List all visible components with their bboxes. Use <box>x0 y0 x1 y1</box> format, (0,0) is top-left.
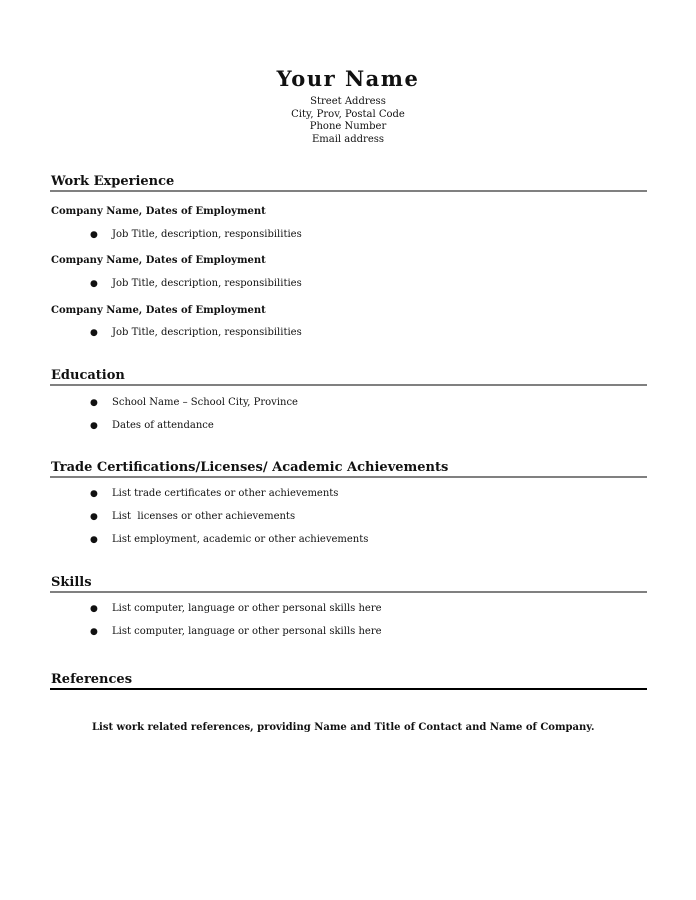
resume-name: Your Name <box>276 66 420 91</box>
work-bullet-text: Job Title, description, responsibilities <box>112 327 302 338</box>
education-item-1 <box>90 397 298 408</box>
section-title-references: References <box>51 672 133 687</box>
certification-item-3 <box>90 534 368 545</box>
section-rule-education <box>50 384 647 386</box>
certification-item-1 <box>90 488 338 499</box>
bullet-icon: ● <box>90 604 98 614</box>
section-rule-skills <box>50 591 647 593</box>
section-title-skills: Skills <box>51 575 92 590</box>
section-title-work: Work Experience <box>51 174 175 189</box>
certification-item-text: List employment, academic or other achievements <box>112 534 369 545</box>
section-title-certifications: Trade Certifications/Licenses/ Academic Achievements <box>51 460 449 475</box>
section-rule-certifications <box>50 476 647 478</box>
skills-item-1 <box>90 603 382 614</box>
references-text: List work related references, providing Name and Title of Contact and Name of Company. <box>92 722 595 733</box>
work-bullet-3 <box>90 327 302 338</box>
bullet-icon: ● <box>90 230 98 240</box>
bullet-icon: ● <box>90 398 98 408</box>
work-company-3: Company Name, Dates of Employment <box>51 305 266 316</box>
education-item-text: Dates of attendance <box>112 420 214 431</box>
bullet-icon: ● <box>90 489 98 499</box>
work-bullet-text: Job Title, description, responsibilities <box>112 278 302 289</box>
bullet-icon: ● <box>90 328 98 338</box>
work-company-1: Company Name, Dates of Employment <box>51 206 266 217</box>
work-bullet-2 <box>90 278 302 289</box>
bullet-icon: ● <box>90 627 98 637</box>
bullet-icon: ● <box>90 512 98 522</box>
bullet-icon: ● <box>90 535 98 545</box>
section-title-education: Education <box>51 368 125 383</box>
bullet-icon: ● <box>90 279 98 289</box>
skills-item-text: List computer, language or other personal skills here <box>112 603 382 614</box>
education-item-text: School Name – School City, Province <box>112 397 298 408</box>
work-bullet-1 <box>90 229 302 240</box>
section-rule-references <box>50 688 647 690</box>
certification-item-text: List trade certificates or other achievements <box>112 488 339 499</box>
section-rule-work <box>50 190 647 192</box>
certification-item-text: List licenses or other achievements <box>112 511 296 522</box>
skills-item-2 <box>90 626 382 637</box>
contact-block <box>0 96 696 146</box>
email-address: Email address <box>311 133 385 145</box>
city-prov-postal: City, Prov, Postal Code <box>291 108 405 120</box>
work-bullet-text: Job Title, description, responsibilities <box>112 229 302 240</box>
bullet-icon: ● <box>90 421 98 431</box>
phone-number: Phone Number <box>309 121 387 133</box>
skills-item-text: List computer, language or other personal skills here <box>112 626 382 637</box>
education-item-2 <box>90 420 214 431</box>
work-company-2: Company Name, Dates of Employment <box>51 255 266 266</box>
street-address: Street Address <box>310 96 386 107</box>
certification-item-2 <box>90 511 295 522</box>
